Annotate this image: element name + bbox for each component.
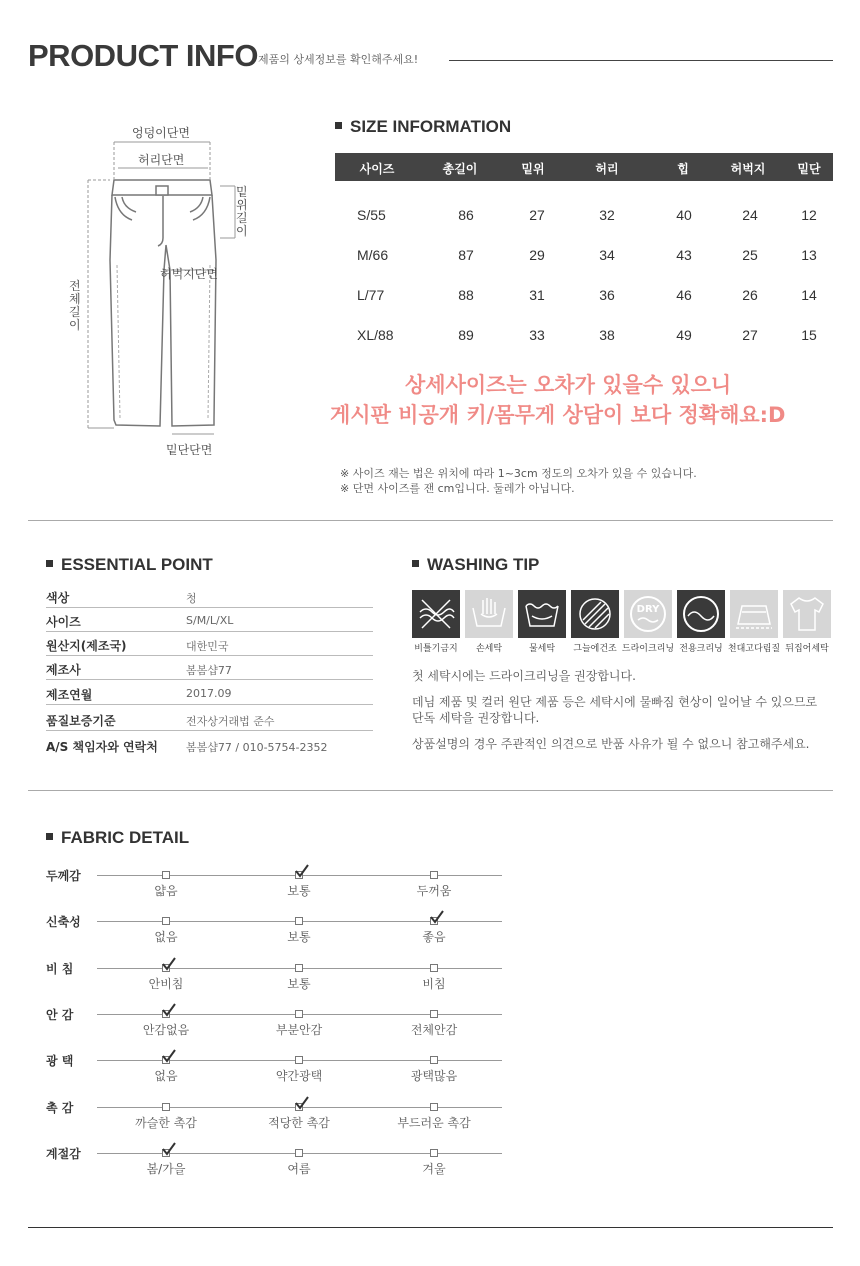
essential-row-as: A/S 책임자와 연락처 봄봄샵77 / 010-5754-2352 xyxy=(46,740,328,754)
page-subtitle: 제품의 상세정보를 확인해주세요! xyxy=(258,53,419,66)
diagram-label-thigh: 허벅지단면 xyxy=(160,267,218,281)
fabric-option-label: 보통 xyxy=(287,930,311,945)
table-row: M/66 87 29 34 43 25 13 xyxy=(357,247,817,263)
fabric-option-label: 부드러운 촉감 xyxy=(397,1115,471,1130)
fabric-option-box xyxy=(430,871,438,879)
size-col-waist: 허리 xyxy=(595,162,619,176)
check-icon xyxy=(161,1142,177,1156)
dry-clean-icon xyxy=(624,590,672,638)
fabric-option-box xyxy=(295,1010,303,1018)
fabric-option-label: 안감없음 xyxy=(142,1022,190,1037)
size-table-header xyxy=(335,153,833,181)
size-section-title: SIZE INFORMATION xyxy=(335,117,511,137)
fabric-option-box xyxy=(162,871,170,879)
fabric-option-label: 보통 xyxy=(287,976,311,991)
fabric-option-label: 여름 xyxy=(287,1161,311,1176)
size-col-hem: 밑단 xyxy=(797,162,821,176)
fabric-option-box xyxy=(430,1149,438,1157)
essential-row-origin: 원산지(제조국) 대한민국 xyxy=(46,632,373,656)
fabric-option-label: 없음 xyxy=(154,930,178,945)
fabric-option-box xyxy=(295,1056,303,1064)
iron-cloth-icon xyxy=(730,590,778,638)
fabric-option-label: 부분안감 xyxy=(275,1022,323,1037)
size-notice-line1: 상세사이즈는 오차가 있을수 있으니 xyxy=(405,373,732,397)
fabric-option-box xyxy=(430,1103,438,1111)
wash-label: 천대고다림질 xyxy=(727,644,781,654)
essential-row-size: 사이즈 S/M/L/XL xyxy=(46,608,373,632)
wash-label: 물세탁 xyxy=(528,644,556,654)
inside-out-icon xyxy=(783,590,831,638)
fabric-section-title: FABRIC DETAIL xyxy=(46,828,189,848)
fabric-row-label: 두께감 xyxy=(46,869,81,883)
page-title: PRODUCT INFO xyxy=(28,38,258,73)
fabric-row-label: 비 침 xyxy=(46,961,74,976)
essential-row-color: 색상 청 xyxy=(46,584,373,608)
fabric-option-label: 약간광택 xyxy=(275,1069,323,1084)
fabric-option-label: 없음 xyxy=(154,1069,178,1084)
fabric-option-label: 좋음 xyxy=(422,930,446,945)
essential-section-title: ESSENTIAL POINT xyxy=(46,555,213,575)
essential-row-date: 제조연월 2017.09 xyxy=(46,681,373,705)
check-icon xyxy=(161,957,177,971)
check-icon xyxy=(294,1096,310,1110)
fabric-option-label: 전체안감 xyxy=(410,1022,458,1037)
fabric-option-label: 까슬한 촉감 xyxy=(135,1115,197,1130)
size-col-size: 사이즈 xyxy=(359,162,395,176)
fabric-option-label: 두꺼움 xyxy=(416,884,452,898)
fabric-option-label: 비침 xyxy=(422,976,446,991)
washing-text-1: 첫 세탁시에는 드라이크리닝을 권장합니다. xyxy=(412,669,636,683)
fabric-option-label: 얇음 xyxy=(154,884,178,898)
fabric-row-label: 광 택 xyxy=(46,1054,74,1069)
hand-wash-icon xyxy=(465,590,513,638)
fabric-row-label: 안 감 xyxy=(46,1007,74,1022)
water-wash-icon xyxy=(518,590,566,638)
fabric-option-box xyxy=(430,1010,438,1018)
fabric-option-box xyxy=(295,964,303,972)
fabric-option-label: 적당한 촉감 xyxy=(268,1115,330,1130)
fabric-row-label: 촉 감 xyxy=(46,1100,74,1115)
size-col-rise: 밑위 xyxy=(521,162,545,176)
section-divider xyxy=(28,520,833,521)
header-divider xyxy=(449,60,833,61)
washing-text-2b: 단독 세탁을 권장합니다. xyxy=(412,711,540,725)
shade-dry-icon xyxy=(571,590,619,638)
no-wring-icon xyxy=(412,590,460,638)
fabric-row-label: 계절감 xyxy=(46,1146,81,1161)
special-clean-icon xyxy=(677,590,725,638)
size-col-thigh: 허벅지 xyxy=(730,162,766,176)
washing-text-3: 상품설명의 경우 주관적인 의견으로 반품 사유가 될 수 없으니 참고해주세요. xyxy=(412,737,810,751)
diagram-label-total: 전 체 길 이 xyxy=(69,279,81,332)
fabric-option-label: 광택많음 xyxy=(410,1069,458,1084)
footer-divider xyxy=(28,1227,833,1228)
washing-text-2a: 데님 제품 및 컬러 원단 제품 등은 세탁시에 물빠짐 현상이 일어날 수 있으므로 xyxy=(412,695,818,709)
fabric-option-box xyxy=(430,1056,438,1064)
size-note-2: ※ 단면 사이즈를 잰 cm입니다. 둘레가 아닙니다. xyxy=(340,482,575,495)
wash-label: 드라이크리닝 xyxy=(621,644,675,654)
size-notice-line2: 게시판 비공개 키/몸무게 상담이 보다 정확해요:D xyxy=(330,403,786,427)
size-col-length: 총길이 xyxy=(442,162,478,176)
fabric-row-label: 신축성 xyxy=(46,915,81,930)
diagram-label-hem: 밑단단면 xyxy=(166,443,213,457)
essential-row-warranty: 품질보증기준 전자상거래법 준수 xyxy=(46,707,373,731)
size-col-hip: 힙 xyxy=(677,162,689,176)
diagram-label-waist: 허리단면 xyxy=(138,153,185,167)
essential-row-maker: 제조사 봄봄샵77 xyxy=(46,656,373,680)
fabric-option-box xyxy=(295,917,303,925)
check-icon xyxy=(161,1049,177,1063)
check-icon xyxy=(161,1003,177,1017)
fabric-option-label: 보통 xyxy=(287,884,311,898)
wash-label: 그늘에건조 xyxy=(573,644,617,654)
table-row: L/77 88 31 36 46 26 14 xyxy=(357,287,817,303)
fabric-option-box xyxy=(162,1103,170,1111)
wash-label: 뒤집어세탁 xyxy=(785,644,829,654)
section-divider xyxy=(28,790,833,791)
fabric-option-label: 봄/가을 xyxy=(146,1161,186,1176)
svg-text:DRY: DRY xyxy=(636,604,660,615)
table-row: XL/88 89 33 38 49 27 15 xyxy=(357,327,817,343)
fabric-option-label: 안비침 xyxy=(148,976,184,991)
diagram-label-rise: 밑 위 길 이 xyxy=(236,185,248,238)
wash-label: 비틀기금지 xyxy=(414,644,458,654)
fabric-option-box xyxy=(430,964,438,972)
table-row: S/55 86 27 32 40 24 12 xyxy=(357,207,817,223)
size-note-1: ※ 사이즈 재는 법은 위치에 따라 1~3cm 정도의 오차가 있을 수 있습니다. xyxy=(340,467,697,480)
washing-section-title: WASHING TIP xyxy=(412,555,539,575)
check-icon xyxy=(294,864,310,878)
wash-label: 전용크리닝 xyxy=(679,644,723,654)
diagram-label-hip: 엉덩이단면 xyxy=(132,126,190,140)
fabric-option-box xyxy=(162,917,170,925)
fabric-option-box xyxy=(295,1149,303,1157)
wash-label: 손세탁 xyxy=(475,644,503,654)
fabric-option-label: 겨울 xyxy=(422,1161,446,1176)
check-icon xyxy=(429,910,445,924)
pants-diagram xyxy=(60,120,320,460)
